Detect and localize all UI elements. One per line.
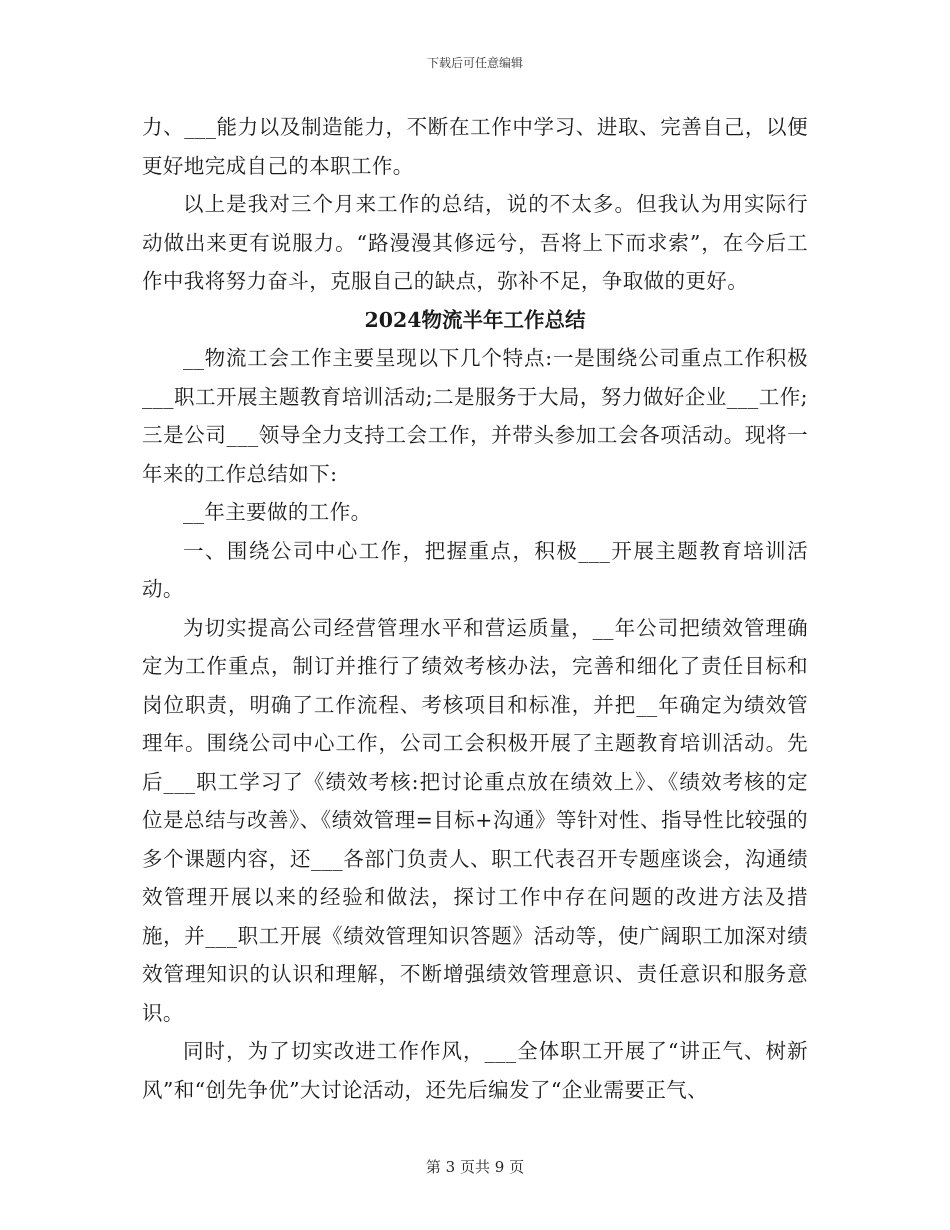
- paragraph: __物流工会工作主要呈现以下几个特点:一是围绕公司重点工作积极___职工开展主题教育培训活动;二是服务于大局，努力做好企业___工作;三是公司___领导全力支持工会工作，并带头参加工会各项活动。现将一年来的工作总结如下:: [142, 346, 808, 486]
- paragraph: 力、___能力以及制造能力，不断在工作中学习、进取、完善自己，以便更好地完成自己的本职工作。: [142, 115, 808, 178]
- page-number: 第 3 页共 9 页: [425, 1158, 525, 1176]
- section-title: 2024物流半年工作总结: [364, 307, 586, 332]
- paragraph: 为切实提高公司经营管理水平和营运质量，__年公司把绩效管理确定为工作重点，制订并推行了绩效考核办法，完善和细化了责任目标和岗位职责，明确了工作流程、考核项目和标准，并把__年确定为绩效管理年。围绕公司中心工作，公司工会积极开展了主题教育培训活动。先后___职工学习了《绩效考核:把讨论重点放在绩效上》、《绩效考核的定位是总结与改善》、《绩效管理=目标+沟通》等针对性、指导性比较强的多个课题内容，还___各部门负责人、职工代表召开专题座谈会，沟通绩效管理开展以来的经验和做法，探讨工作中存在问题的改进方法及措施，并___职工开展《绩效管理知识答题》活动等，使广阔职工加深对绩效管理知识的认识和理解，不断增强绩效管理意识、责任意识和服务意识。: [142, 615, 808, 1025]
- document-body: [142, 108, 808, 1109]
- page-header: 下载后可任意编辑: [426, 56, 523, 70]
- paragraph: 一、围绕公司中心工作，把握重点，积极___开展主题教育培训活动。: [142, 538, 808, 601]
- paragraph: 同时，为了切实改进工作作风，___全体职工开展了“讲正气、树新风”和“创先争优”大讨论活动，还先后编发了“企业需要正气、: [142, 1039, 808, 1102]
- paragraph: 以上是我对三个月来工作的总结，说的不太多。但我认为用实际行动做出来更有说服力。“路漫漫其修远兮，吾将上下而求索”，在今后工作中我将努力奋斗，克服自己的缺点，弥补不足，争取做的更好。: [142, 192, 808, 293]
- paragraph: __年主要做的工作。: [183, 500, 372, 524]
